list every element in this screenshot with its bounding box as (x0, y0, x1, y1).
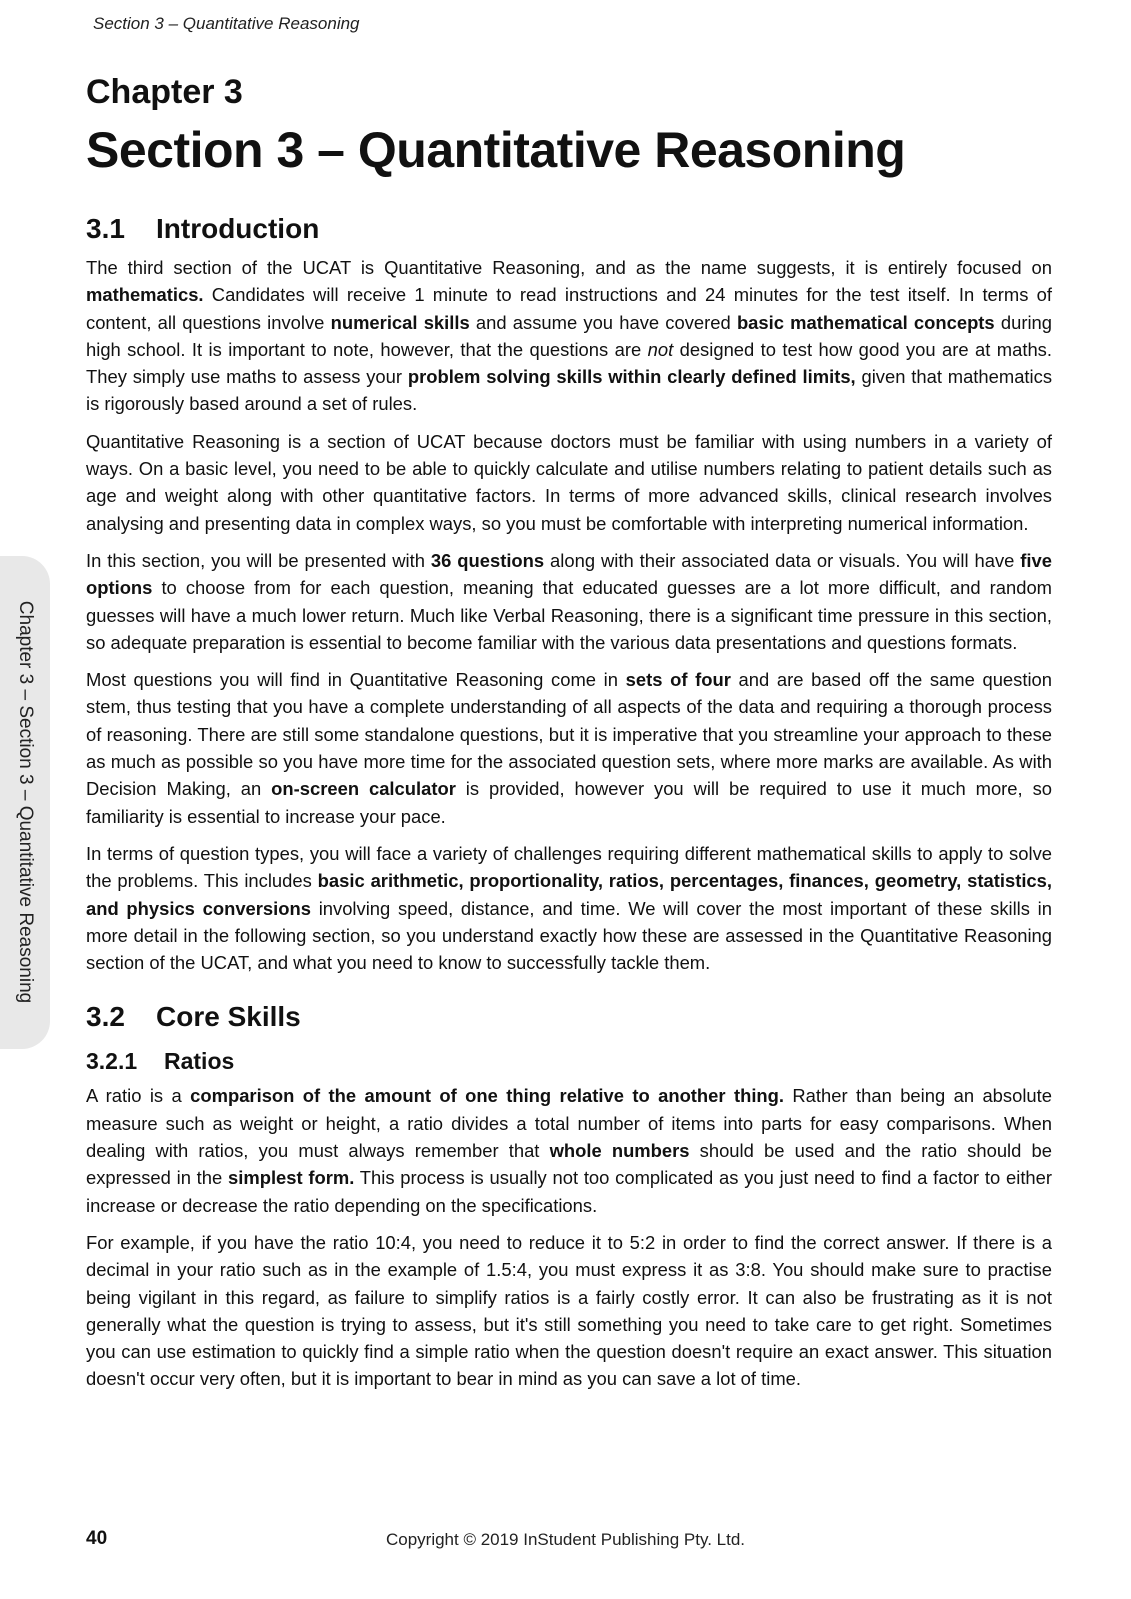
text-run: along with their associated data or visuals. You will have (544, 549, 1021, 571)
text-run: This process is usually not too complicated as you just need to find a factor to either increase or decrease the ratio depending on the specifications. (86, 1167, 1053, 1216)
intro-paragraph-1 (86, 254, 1052, 418)
bold-term: mathematics. (86, 284, 204, 306)
bold-term: problem solving skills within clearly defined limits, (407, 366, 856, 388)
text-run: In terms of question types, you will face a variety of challenges requiring different mathematical skills to apply to solve the problems. This includes (86, 842, 1052, 892)
text-run: The third section of the UCAT is Quantitative Reasoning, and as the name suggests, it is entirely focused on (86, 257, 1052, 278)
heading-text: Core Skills (156, 1001, 301, 1033)
text-run: Rather than being an absolute measure such as weight or height, a ratio divides a total number of items into parts for easy comparisons. When dealing with ratios, you must always remember that (86, 1085, 1052, 1162)
text-run: should be used and the ratio should be expressed in the (86, 1140, 1052, 1189)
text-run: In this section, you will be presented with (86, 549, 431, 571)
text-run: involving speed, distance, and time. We will cover the most important of these skills in more detail in the following section, so you understand exactly how these are assessed in the Quantitative Reasoning section of the UCAT, and what you need to know to successfully tackle them. (86, 897, 1052, 974)
page-number: 40 (86, 1528, 108, 1549)
text-run: Candidates will receive 1 minute to read instructions and 24 minutes for the test itself. In terms of content, all questions involve (86, 284, 1052, 333)
bold-term: comparison of the amount of one thing relative to another thing. (190, 1085, 784, 1107)
bold-term: basic mathematical concepts (736, 311, 995, 333)
intro-paragraph-5 (86, 840, 1052, 976)
bold-term: numerical skills (330, 311, 470, 333)
bold-term: whole numbers (549, 1140, 690, 1162)
text-run: A ratio is a (86, 1085, 191, 1107)
text-run: during high school. It is important to note, however, that the questions are (86, 311, 1052, 360)
text-run: given that mathematics is rigorously based around a set of rules. (86, 366, 1053, 415)
heading-ratios (86, 1046, 1052, 1076)
heading-core-skills (86, 1000, 1052, 1034)
bold-term: sets of four (625, 669, 731, 691)
chapter-label: Chapter 3 (86, 73, 243, 111)
page-content (86, 72, 1052, 1403)
ratios-paragraph-2: For example, if you have the ratio 10:4, you need to reduce it to 5:2 in order to find the correct answer. If there is a decimal in your ratio such as in the example of 1.5:4, you must express it as 3:8. You should make sure to practise being vigilant in this regard, as failure to simplify ratios is a fairly costly error. It can also be frustrating as it is not generally what the question is trying to assess, but it's still something you need to take care to get right. Sometimes you can use estimation to quickly find a simple ratio when the question doesn't require an exact answer. This situation doesn't occur very often, but it is important to bear in mind as you can save a lot of time. (86, 1231, 1052, 1390)
heading-number: 3.2 (86, 1001, 125, 1033)
text-run: Most questions you will find in Quantitative Reasoning come in (86, 669, 626, 691)
heading-number: 3.2.1 (86, 1048, 138, 1075)
text-run: designed to test how good you are at maths. They simply use maths to assess your (86, 338, 1052, 388)
bold-term: simplest form. (228, 1167, 355, 1189)
italic-term: not (647, 338, 674, 360)
section-title: Section 3 – Quantitative Reasoning (86, 122, 906, 178)
heading-text: Ratios (164, 1048, 235, 1075)
heading-number: 3.1 (86, 213, 125, 244)
text-run: to choose from for each question, meaning that educated guesses are a lot more difficult, and random guesses will have a much lower return. Much like Verbal Reasoning, there is a significant time pressure in this section, so adequate preparation is essential to become familiar with the various data presentations and questions formats. (86, 577, 1052, 653)
text-run: is provided, however you will be required to use it much more, so familiarity is essential to increase your pace. (86, 778, 1052, 827)
running-head: Section 3 – Quantitative Reasoning (93, 14, 360, 33)
intro-paragraph-2: Quantitative Reasoning is a section of UCAT because doctors must be familiar with using numbers in a variety of ways. On a basic level, you need to be able to quickly calculate and utilise numbers relating to patient details such as age and weight along with other quantitative factors. In terms of more advanced skills, clinical research involves analysing and presenting data in complex ways, so you must be comfortable with interpreting numerical information. (86, 430, 1052, 534)
bold-term: basic arithmetic, proportionality, ratios, percentages, finances, geometry, statistics, and physics conversions (86, 870, 1052, 919)
text-run: and assume you have covered (469, 311, 737, 333)
heading-introduction (86, 212, 1052, 246)
intro-paragraph-4 (86, 666, 1052, 830)
ratios-paragraph-1 (86, 1082, 1052, 1218)
bold-term: five options (86, 549, 1052, 599)
text-run: and are based off the same question stem, thus testing that you have a complete understanding of all aspects of the data and requiring a thorough process of reasoning. There are still some standalone questions, but it is imperative that you streamline your approach to these as much as possible so you have more time for the associated question sets, where more marks are available. As with Decision Making, an (86, 669, 1053, 800)
bold-term: 36 questions (430, 549, 545, 571)
heading-text: Introduction (156, 213, 320, 244)
intro-paragraph-3 (86, 547, 1052, 656)
side-tab-label: Chapter 3 – Section 3 – Quantitative Reasoning (15, 600, 36, 1004)
copyright-notice: Copyright © 2019 InStudent Publishing Pty. Ltd. (385, 1530, 746, 1549)
bold-term: on-screen calculator (271, 778, 456, 800)
